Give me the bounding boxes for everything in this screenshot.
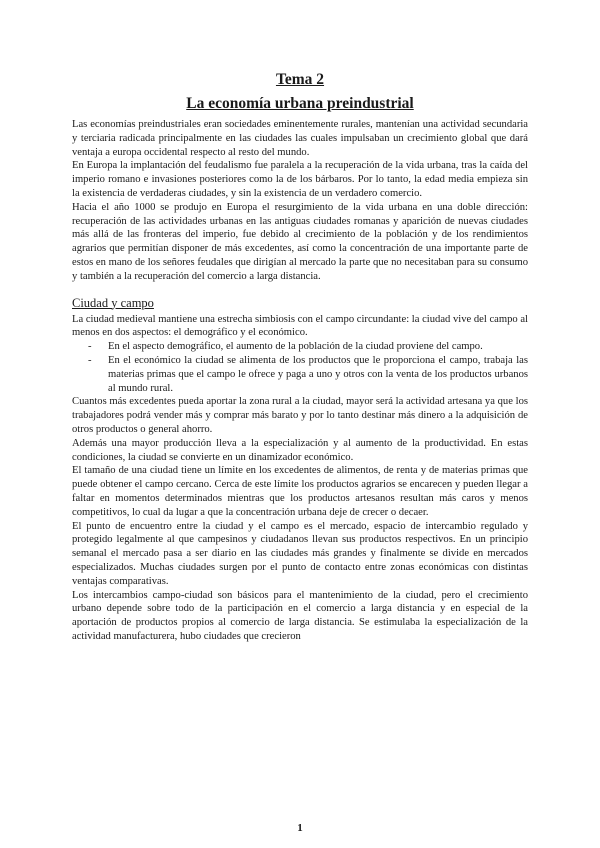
body-paragraph-5: Los intercambios campo-ciudad son básicos para el mantenimiento de la ciudad, pero el crecimiento urbano depende sobre todo de la participación en el comercio a larga distancia y en especial de la aportación de productos propios al comercio de larga distancia. Se estimulaba la especialización de la actividad manufacturera, hubo ciudades que crecieron: [72, 589, 528, 642]
body-paragraph-4: El punto de encuentro entre la ciudad y el campo es el mercado, espacio de intercambio regulado y protegido legalmente al que campesinos y ciudadanos llevan sus productos respectivos. En un principio semanal el mercado pasa a ser diario en las ciudades más grandes y finalmente se divide en mercados especializados. Muchas ciudades surgen por el punto de contacto entre zonas económicas con distintas ventajas comparativas.: [72, 520, 528, 587]
list-item: - En el aspecto demográfico, el aumento de la población de la ciudad proviene del campo.: [108, 340, 528, 354]
document-title: Tema 2: [275, 71, 325, 88]
body-paragraph-3: El tamaño de una ciudad tiene un límite en los excedentes de alimentos, de renta y de materias primas que puede obtener el campo cercano. Cerca de este límite los productos agrarios se encarecen y pueden llegar a faltar en momentos determinados mientras que los productos artesanos resultan más caros y menos competitivos, lo cual da lugar a que la concentración urbana deje de crecer o decaer.: [72, 465, 528, 518]
list-item: - En el económico la ciudad se alimenta de los productos que le proporciona el campo, trabaja las materias primas que el campo le ofrece y paga a uno y otros con la venta de los productos urbanos al mundo rural.: [108, 354, 528, 395]
intro-paragraph-1: Las economías preindustriales eran sociedades eminentemente rurales, mantenían una actividad secundaria y terciaria radicada principalmente en las ciudades las cuales impulsaban un crecimiento global que dará ventaja a europa occidental respecto al resto del mundo.: [72, 119, 528, 158]
bullet-list: [72, 340, 528, 395]
body-paragraph-2: Además una mayor producción lleva a la especialización y al aumento de la productividad. En estas condiciones, la ciudad se convierte en un dinamizador económico.: [72, 437, 528, 463]
intro-paragraph-2: En Europa la implantación del feudalismo fue paralela a la recuperación de la vida urbana, tras la caída del imperio romano e invasiones posteriores como la de los bárbaros. Por lo tanto, la edad media empieza sin la existencia de verdaderas ciudades, y sin la existencia de un verdadero comercio.: [72, 160, 528, 199]
document-subtitle: La economía urbana preindustrial: [186, 95, 414, 112]
body-paragraph-1: Cuantos más excedentes pueda aportar la zona rural a la ciudad, mayor será la actividad artesana ya que los trabajadores podrá vender más y comprar más barato y por lo tanto destinar más dinero a la adquisición de otros productos o general ahorro.: [72, 396, 528, 435]
document-page: [72, 70, 528, 644]
section-heading: Ciudad y campo: [72, 295, 154, 310]
page-number: 1: [297, 822, 303, 834]
intro-paragraph-3: Hacia el año 1000 se produjo en Europa el resurgimiento de la vida urbana en una doble dirección: recuperación de las actividades urbanas en las antiguas ciudades romanas y aparición de nuevas ciudades más allá de las fronteras del imperio, fue debido al crecimiento de la población y de los rendimientos agrarios que permitían disponer de más excedentes, así como la concentración de una importante parte de estos en mano de los señores feudales que dirigían al mercado la parte que no necesitaban para su consumo y también a la recuperación del comercio a larga distancia.: [72, 201, 528, 282]
section-intro-paragraph: La ciudad medieval mantiene una estrecha simbiosis con el campo circundante: la ciudad vive del campo al menos en dos aspectos: el demográfico y el económico.: [72, 313, 528, 339]
